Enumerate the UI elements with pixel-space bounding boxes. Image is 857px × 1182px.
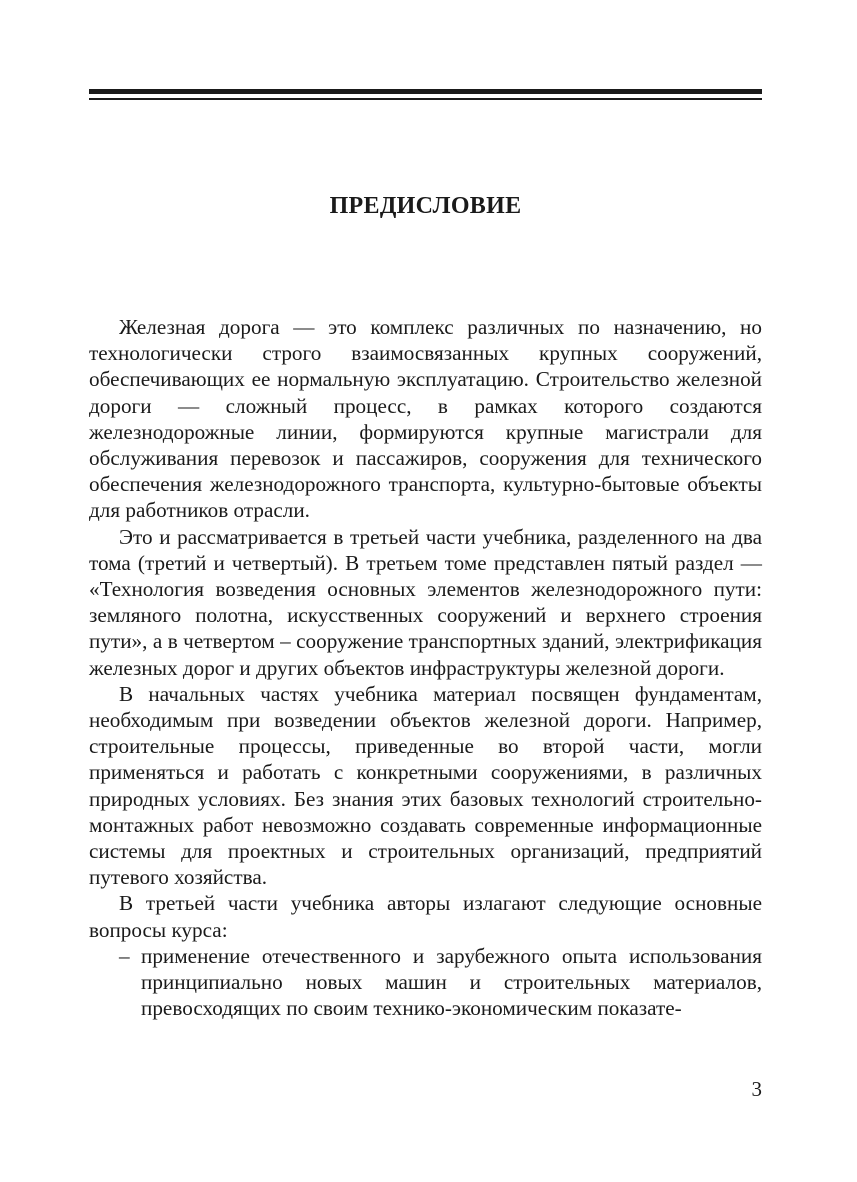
list-item-text: применение отечественного и зарубежного опыта использования принципиально новых машин и строительных материалов, превосходящих по своим технико-экономическим показате- xyxy=(141,943,762,1021)
paragraph-3: В начальных частях учебника материал посвящен фундаментам, необходимым при возведении объектов железной дороги. Например, строительные процессы, приведенные во второй части, могли применяться и работать с конкретными сооружениями, в различных природных условиях. Без знания этих базовых технологий строительно-монтажных работ невозможно создавать современные информационные системы для проектных и строительных организаций, предприятий путевого хозяйства. xyxy=(89,681,762,890)
header-rule-thin xyxy=(89,98,762,100)
paragraph-4: В третьей части учебника авторы излагают следующие основные вопросы курса: xyxy=(89,891,762,942)
paragraph-2: Это и рассматривается в третьей части учебника, разделенного на два тома (третий и четвертый). В третьем томе представлен пятый раздел — «Технология возведения основных элементов железнодорожного пути: земляного полотна, искусственных сооружений и верхнего строения пути», а в четвертом – сооружение транспортных зданий, электрификация железных дорог и других объектов инфраструктуры железной дороги. xyxy=(89,524,762,680)
list-item xyxy=(89,943,762,1022)
paragraph-1: Железная дорога — это комплекс различных по назначению, но технологически строго взаимосвязанных крупных сооружений, обеспечивающих ее нормальную эксплуатацию. Строительство железной дороги — сложный процесс, в рамках которого создаются железнодорожные линии, формируются крупные магистрали для обслуживания перевозок и пассажиров, сооружения для технического обеспечения железнодорожного транспорта, культурно-бытовые объекты для работников отрасли. xyxy=(89,315,762,523)
header-rule-thick xyxy=(89,89,762,94)
page-number: 3 xyxy=(751,1077,762,1101)
page-title: ПРЕДИСЛОВИЕ xyxy=(329,193,522,219)
list-marker: – xyxy=(119,943,130,968)
topics-list xyxy=(89,943,762,1022)
body-text xyxy=(89,314,762,1021)
